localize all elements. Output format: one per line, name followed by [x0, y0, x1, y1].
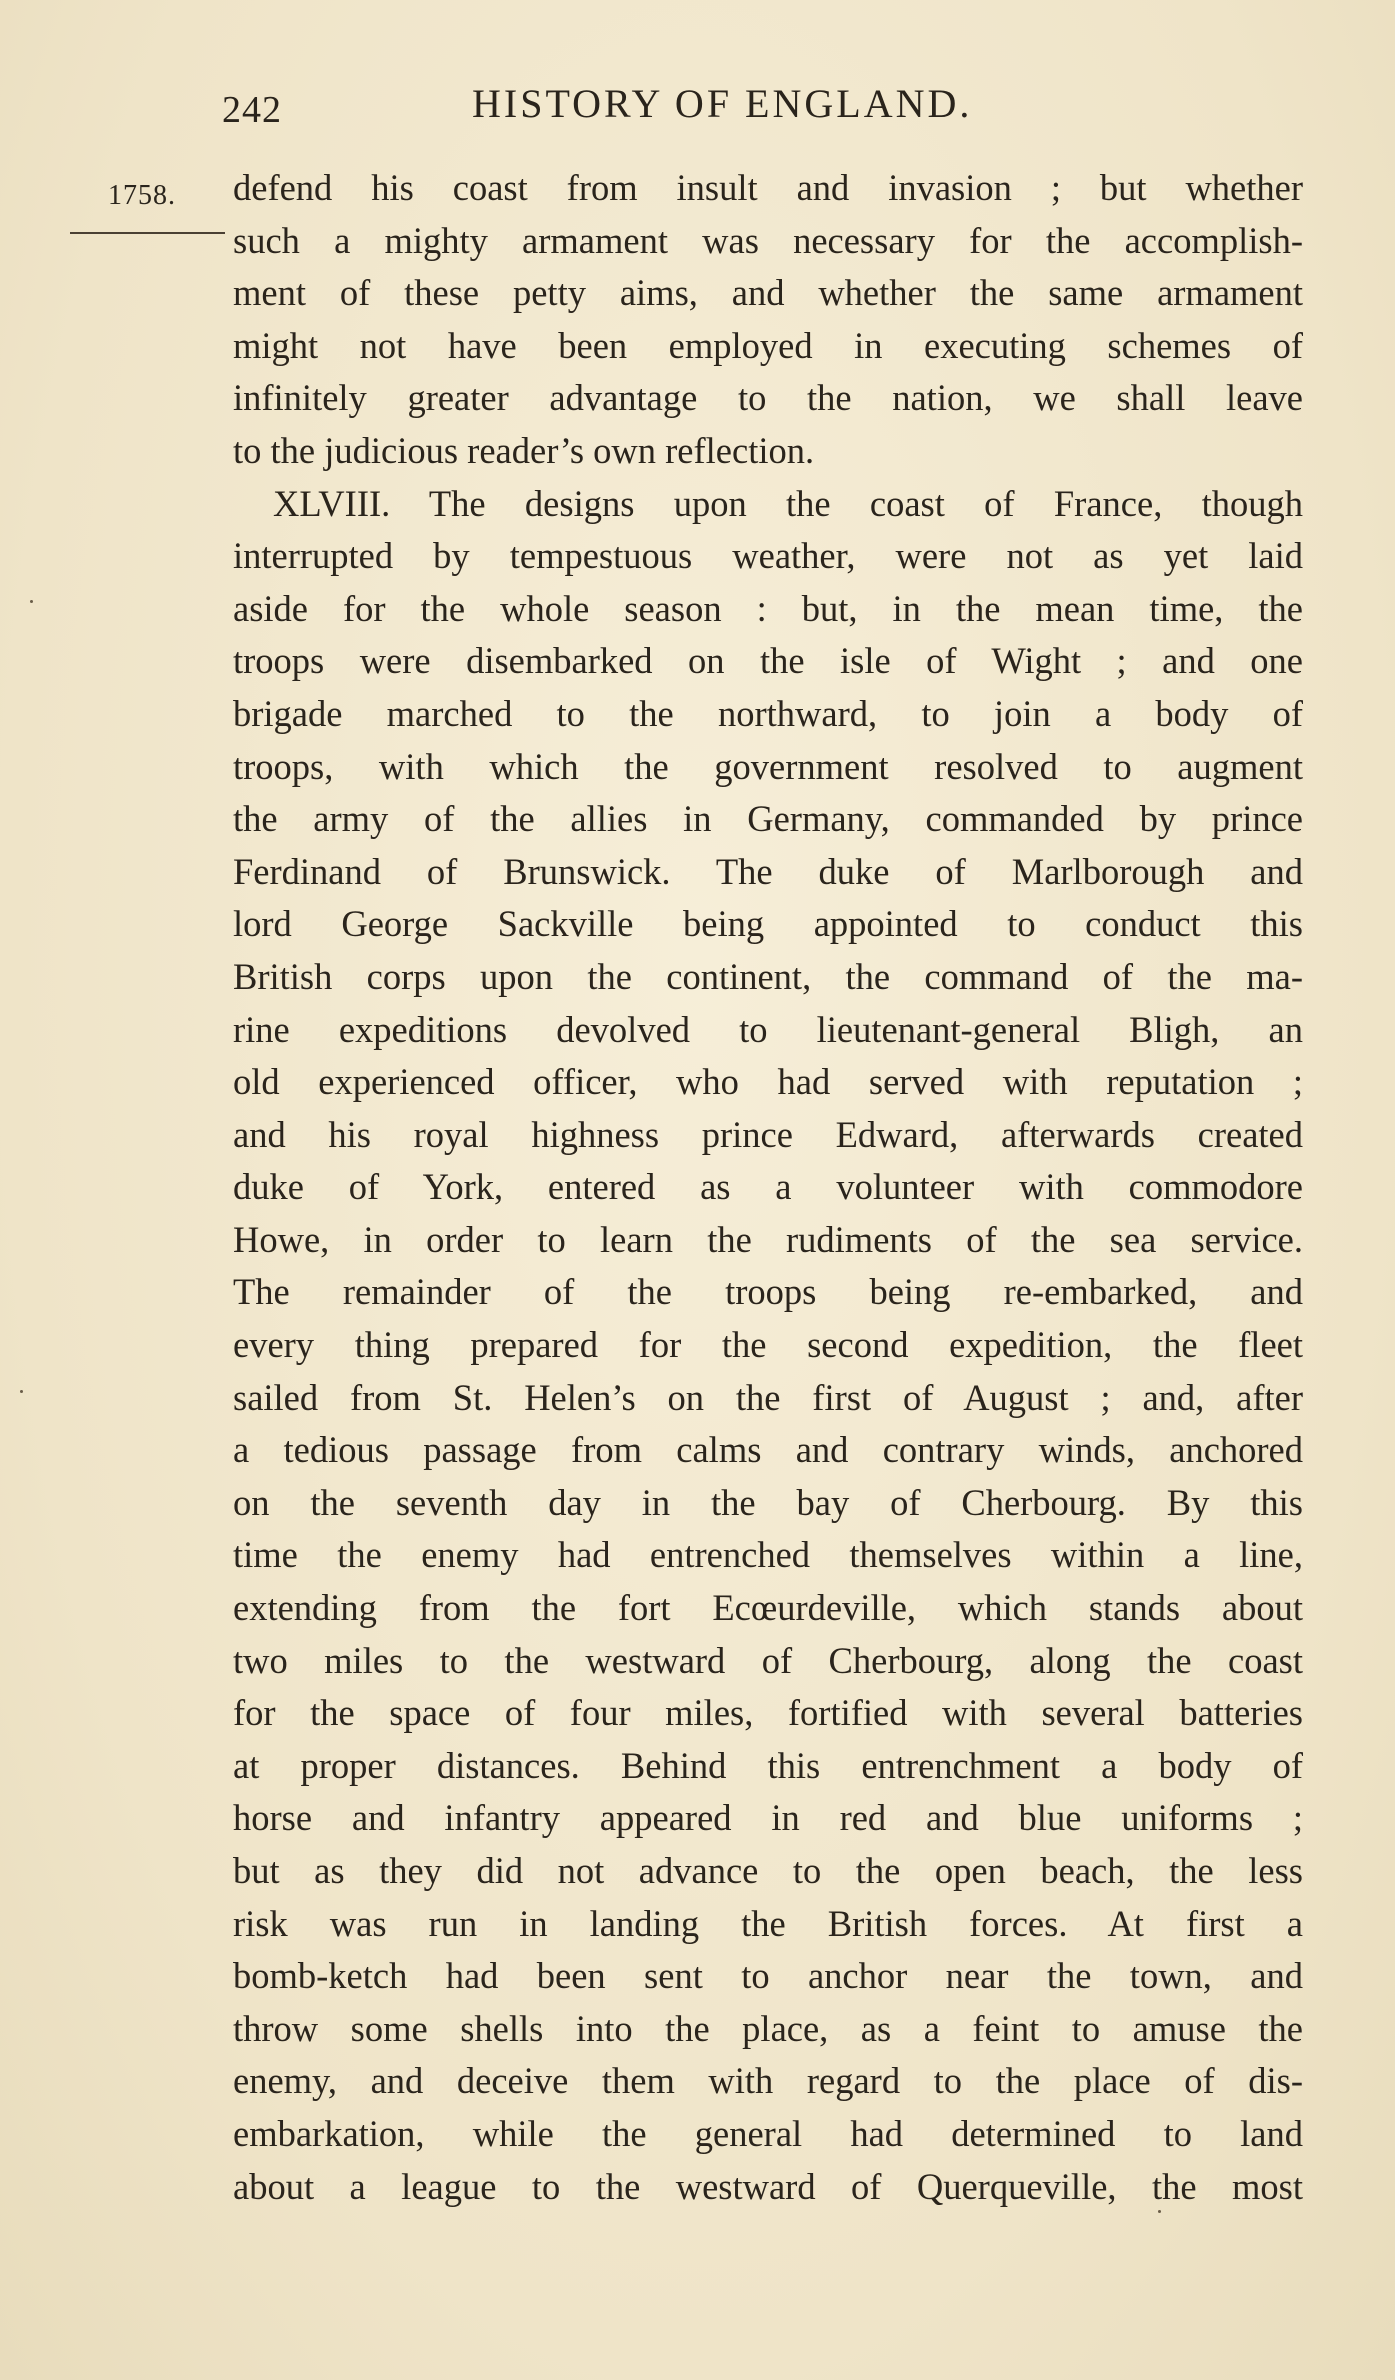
text-line: such a mighty armament was necessary for the accomplish- [233, 219, 1303, 261]
text-line: but as they did not advance to the open beach, the less [233, 1850, 1303, 1891]
page-number: 242 [222, 89, 282, 131]
paper-speck [30, 600, 33, 603]
page-header [222, 80, 1322, 140]
text-line: old experienced officer, who had served with reputation ; [233, 1061, 1303, 1103]
text-line: infinitely greater advantage to the nation, we shall leave [233, 377, 1303, 419]
text-line: British corps upon the continent, the command of the ma- [233, 955, 1303, 997]
body-text [233, 162, 1303, 2213]
text-line: rine expeditions devolved to lieutenant-general Bligh, an [233, 1008, 1303, 1050]
text-line: Howe, in order to learn the rudiments of the sea service. [233, 1218, 1303, 1260]
text-line: embarkation, while the general had determined to land [233, 2112, 1303, 2154]
text-line: at proper distances. Behind this entrenchment a body of [233, 1744, 1303, 1786]
text-line: aside for the whole season : but, in the mean time, the [233, 587, 1303, 629]
text-line: and his royal highness prince Edward, afterwards created [233, 1113, 1303, 1155]
section-start-line: XLVIII. The designs upon the coast of France, though [273, 482, 1303, 524]
text-line: troops, with which the government resolved to augment [233, 745, 1303, 787]
text-line: a tedious passage from calms and contrary winds, anchored [233, 1429, 1303, 1471]
text-line: sailed from St. Helen’s on the first of August ; and, after [233, 1376, 1303, 1418]
margin-rule [70, 232, 225, 234]
text-line: for the space of four miles, fortified with several batteries [233, 1692, 1303, 1734]
text-line: the army of the allies in Germany, commanded by prince [233, 798, 1303, 840]
paper-speck [20, 1390, 23, 1393]
text-line: defend his coast from insult and invasion ; but whether [233, 167, 1303, 208]
text-line: might not have been employed in executing schemes of [233, 324, 1303, 366]
text-line: throw some shells into the place, as a feint to amuse the [233, 2007, 1303, 2049]
text-line: lord George Sackville being appointed to conduct this [233, 903, 1303, 945]
running-head: HISTORY OF ENGLAND. [472, 81, 973, 126]
text-line: every thing prepared for the second expedition, the fleet [233, 1324, 1303, 1366]
text-line: Ferdinand of Brunswick. The duke of Marlborough and [233, 850, 1303, 892]
text-line: to the judicious reader’s own reflection. [233, 429, 815, 471]
text-line: bomb-ketch had been sent to anchor near the town, and [233, 1955, 1303, 1997]
text-line: extending from the fort Ecœurdeville, which stands about [233, 1587, 1303, 1629]
text-line: about a league to the westward of Querqueville, the most [233, 2165, 1303, 2207]
text-line: ment of these petty aims, and whether the same armament [233, 272, 1303, 314]
text-line: horse and infantry appeared in red and blue uniforms ; [233, 1797, 1303, 1839]
text-line: time the enemy had entrenched themselves within a line, [233, 1534, 1303, 1576]
text-line: duke of York, entered as a volunteer with commodore [233, 1166, 1303, 1208]
text-line: on the seventh day in the bay of Cherbourg. By this [233, 1481, 1303, 1523]
margin-year-note: 1758. [108, 180, 176, 211]
text-line: two miles to the westward of Cherbourg, along the coast [233, 1639, 1303, 1681]
text-line: brigade marched to the northward, to join a body of [233, 692, 1303, 734]
text-line: interrupted by tempestuous weather, were not as yet laid [233, 535, 1303, 577]
text-line: risk was run in landing the British forces. At first a [233, 1902, 1303, 1944]
paper-speck [1158, 2210, 1161, 2213]
text-line: The remainder of the troops being re-embarked, and [233, 1271, 1303, 1313]
text-line: troops were disembarked on the isle of Wight ; and one [233, 640, 1303, 682]
text-line: enemy, and deceive them with regard to the place of dis- [233, 2060, 1303, 2102]
